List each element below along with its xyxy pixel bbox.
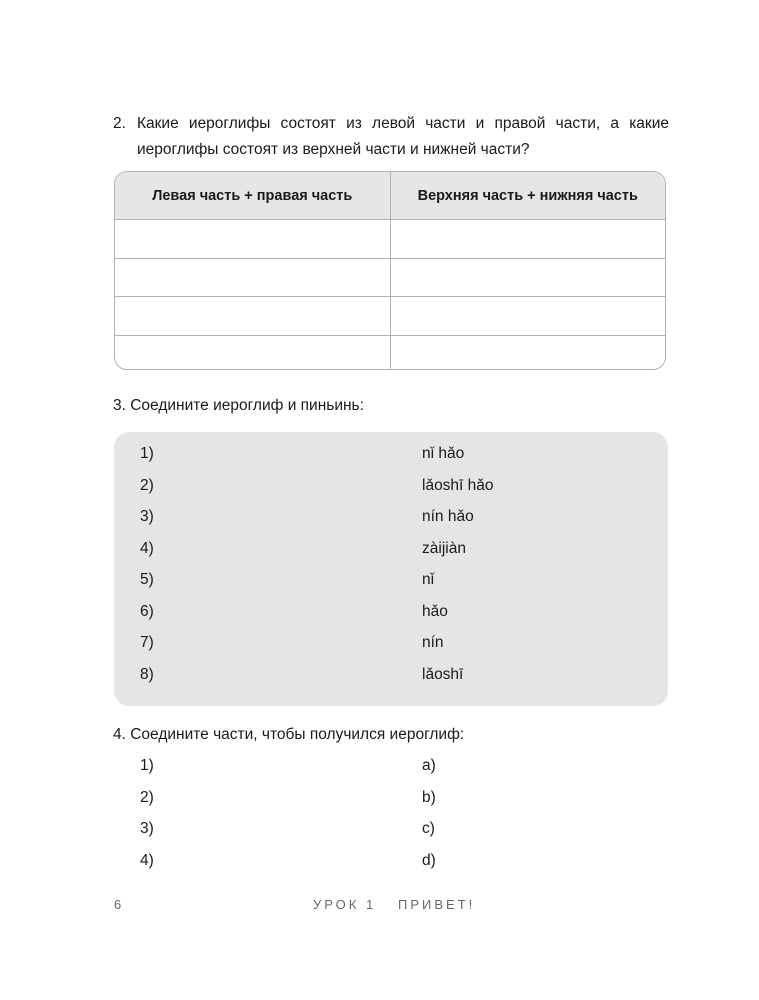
item-number: 7) [140,634,154,651]
table-header-row [115,172,665,220]
list-item [114,785,668,811]
item-number: 2) [140,788,154,806]
item-letter: d) [422,851,436,869]
table-cell-left[interactable] [115,297,390,335]
pinyin-text: hǎo [422,602,448,620]
item-number: 4) [140,851,154,869]
list-item [114,848,668,874]
table-row [115,296,665,335]
question-2 [113,111,669,163]
list-item [114,599,668,625]
question-2-text-line2: иероглифы состоят из верхней части и нижней части? [137,141,530,158]
list-item [114,504,668,530]
table-cell-right[interactable] [390,220,666,258]
item-number: 2) [140,476,154,494]
table-row [115,220,665,258]
list-item [114,536,668,562]
question-2-number: 2. [113,115,126,132]
item-number: 5) [140,571,154,588]
table-cell-left[interactable] [115,220,390,258]
question-4-title: 4. Соедините части, чтобы получился иероглиф: [113,726,465,743]
list-item [114,753,668,779]
pinyin-text: nín hǎo [422,508,474,525]
table-cell-right[interactable] [390,336,666,371]
lesson-label: УРОК 1 [313,897,377,912]
pinyin-text: lǎoshī hǎo [422,476,494,494]
table-cell-right[interactable] [390,259,666,297]
list-item [114,567,668,593]
item-number: 8) [140,665,154,683]
question-2-text-line1: Какие иероглифы состоят из левой части и правой части, а какие [137,115,669,132]
pinyin-text: nǐ [422,571,435,588]
list-item [114,662,668,688]
header-left-right: Левая часть + правая часть [152,187,353,204]
item-letter: c) [422,820,435,837]
item-number: 4) [140,539,154,557]
table-cell-left[interactable] [115,336,390,371]
list-item [114,473,668,499]
table-row [115,335,665,371]
table-cell-left[interactable] [115,259,390,297]
lesson-title: ПРИВЕТ! [398,897,476,912]
pinyin-text: nín [422,634,444,651]
page-number: 6 [114,897,122,912]
question-3-title: 3. Соедините иероглиф и пиньинь: [113,397,364,414]
pinyin-text: lǎoshī [422,665,464,683]
pinyin-text: zàijiàn [422,539,466,557]
item-letter: b) [422,788,436,806]
pinyin-match-box [114,432,668,706]
pinyin-text: nǐ hǎo [422,445,465,462]
list-item [114,816,668,842]
item-number: 6) [140,602,154,620]
header-top-bottom: Верхняя часть + нижняя часть [390,172,666,219]
item-letter: a) [422,757,436,774]
radicals-table [114,171,666,370]
item-number: 1) [140,757,154,774]
item-number: 1) [140,445,154,462]
list-item [114,441,668,467]
list-item [114,630,668,656]
table-row [115,258,665,297]
item-number: 3) [140,820,154,837]
table-cell-right[interactable] [390,297,666,335]
item-number: 3) [140,508,154,525]
